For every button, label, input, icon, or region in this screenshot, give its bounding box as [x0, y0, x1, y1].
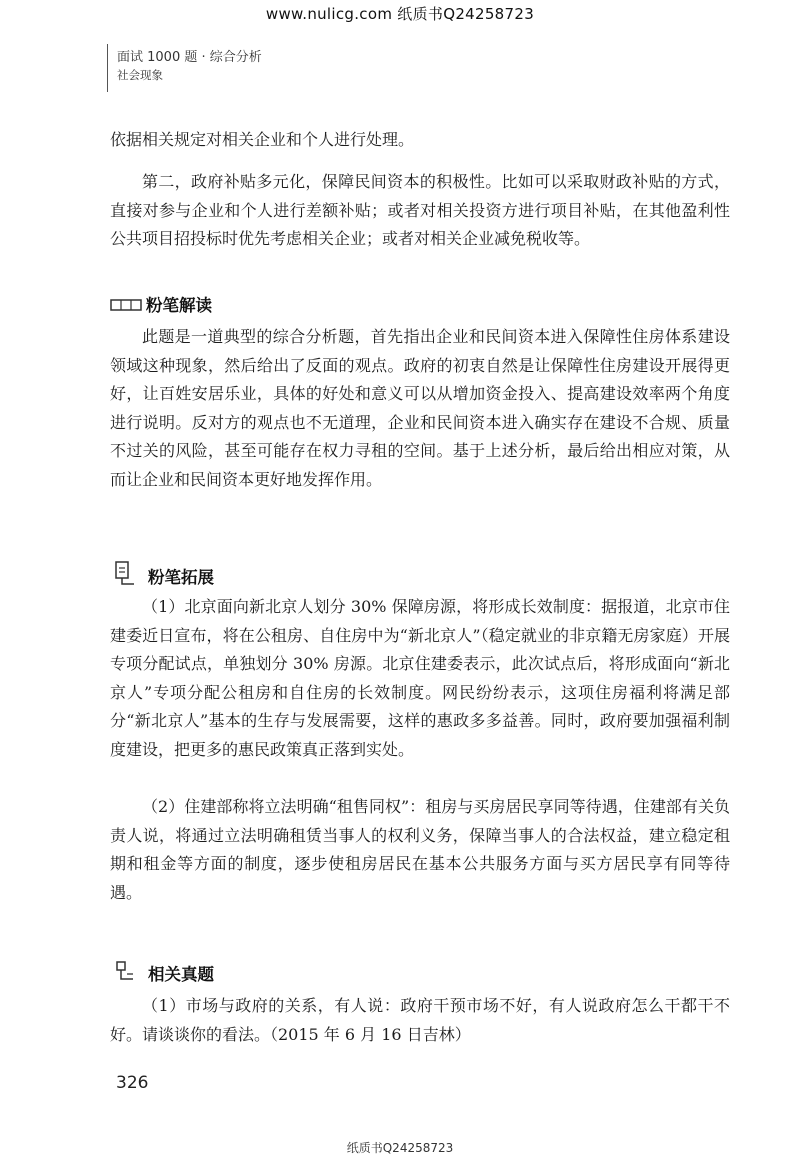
section-title-jiedu: 粉笔解读: [146, 296, 212, 315]
book-series-title: 面试 1000 题 · 综合分析: [117, 50, 262, 65]
tuozhan-paragraph-2: （2）住建部称将立法明确“租售同权”：租房与买房居民享同等待遇，住建部有关负责人说，将通过立法明确租赁当事人的权利义务，保障当事人的合法权益，建立稳定租期和租金等方面的制度，逐步使租房居民在基本公共服务方面与买方居民享有同等待遇。: [110, 797, 730, 902]
section-title-tuozhan: 粉笔拓展: [148, 568, 214, 587]
book-icon: [110, 297, 142, 313]
tuozhan-paragraph-1: （1）北京面向新北京人划分 30% 保障房源，将形成长效制度：据报道，北京市住建委近日宣布，将在公租房、自住房中为“新北京人”（稳定就业的非京籍无房家庭）开展专项分配试点，单独划分 30% 房源。北京住建委表示，此次试点后，将形成面向“新北京人”专项分配公租房和自住房的长效制度。网民纷纷表示，这项住房福利将满足部分“新北京人”基本的生存与发展需要，这样的惠政多多益善。同时，政府要加强福利制度建设，把更多的惠民政策真正落到实处。: [110, 597, 730, 759]
expand-icon: [114, 560, 136, 586]
body-paragraph-2: 第二，政府补贴多元化，保障民间资本的积极性。比如可以采取财政补贴的方式，直接对参与企业和个人进行差额补贴；或者对相关投资方进行项目补贴，在其他盈利性公共项目招投标时优先考虑相关企业；或者对相关企业减免税收等。: [110, 172, 730, 248]
related-questions-icon: [114, 959, 136, 983]
header-divider: [107, 44, 108, 92]
jiedu-paragraph: 此题是一道典型的综合分析题，首先指出企业和民间资本进入保障性住房体系建设领域这种现象，然后给出了反面的观点。政府的初衷自然是让保障性住房建设开展得更好，让百姓安居乐业，具体的好处和意义可以从增加资金投入、提高建设效率两个角度进行说明。反对方的观点也不无道理，企业和民间资本进入确实存在建设不合规、质量不过关的风险，甚至可能存在权力寻租的空间。基于上述分析，最后给出相应对策，从而让企业和民间资本更好地发挥作用。: [110, 327, 730, 489]
top-watermark: www.nulicg.com 纸质书Q24258723: [265, 5, 535, 23]
page-number: 326: [116, 1073, 149, 1093]
body-paragraph-1: 依据相关规定对相关企业和个人进行处理。: [110, 130, 415, 149]
section-title-zhenti: 相关真题: [148, 965, 214, 984]
bottom-watermark: 纸质书Q24258723: [346, 1141, 454, 1155]
chapter-title: 社会现象: [117, 68, 163, 82]
zhenti-paragraph: （1）市场与政府的关系，有人说：政府干预市场不好，有人说政府怎么干都干不好。请谈谈你的看法。（2015 年 6 月 16 日吉林）: [110, 996, 730, 1044]
